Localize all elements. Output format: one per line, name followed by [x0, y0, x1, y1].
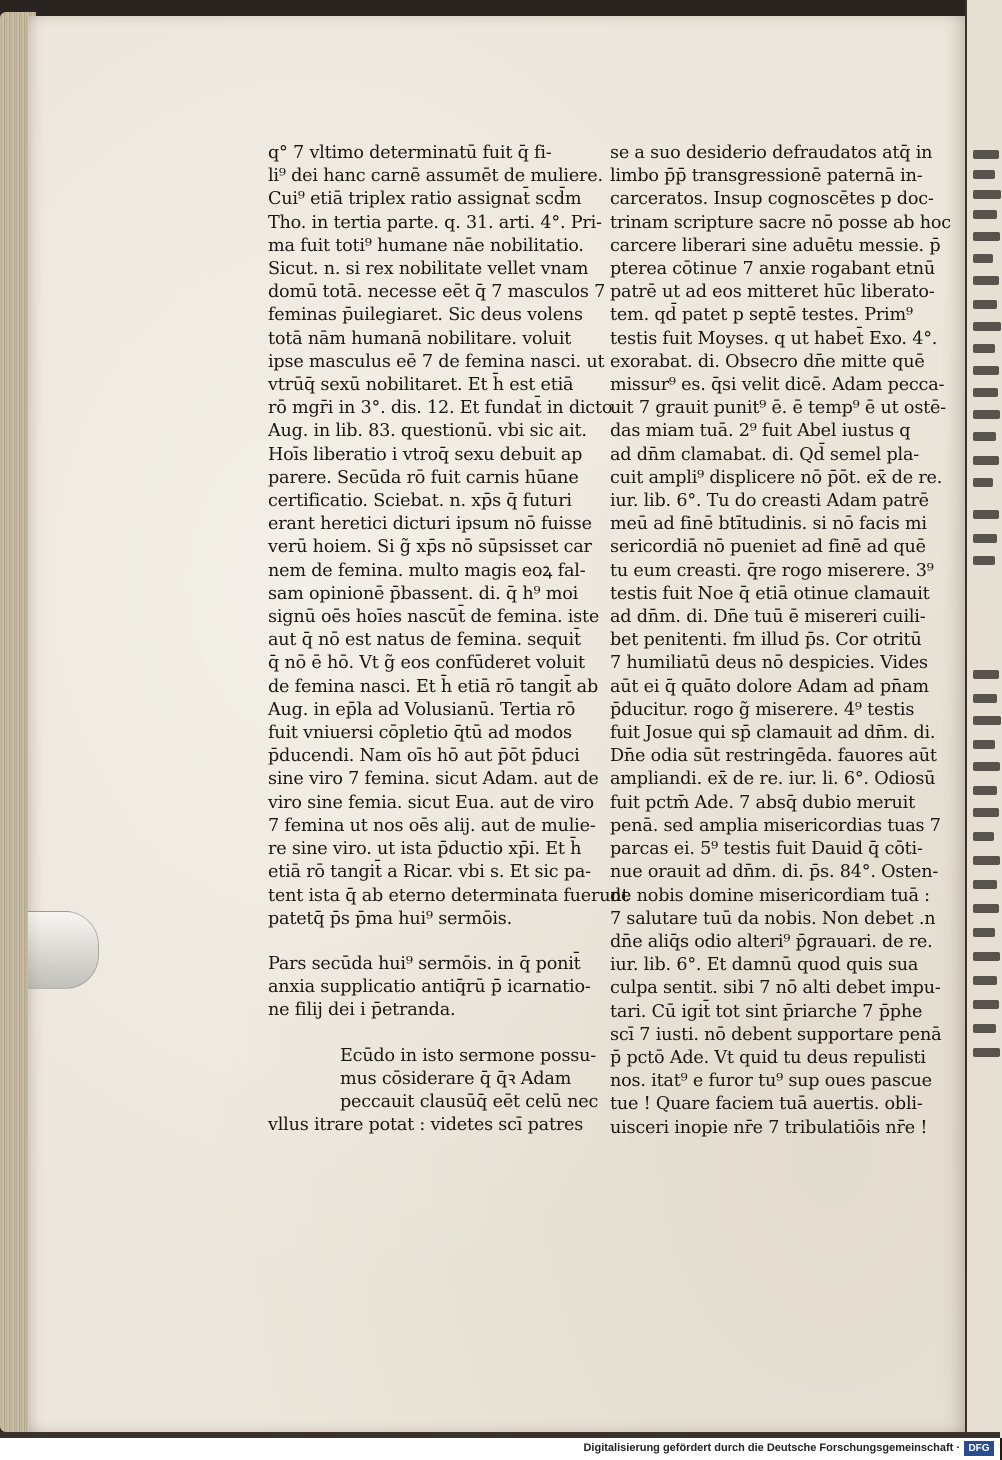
text-line: trinam scripture sacre nō posse ab hoc [610, 212, 951, 233]
text-line: culpa sentit. sibi 7 nō alti debet impu- [610, 978, 941, 999]
text-line: Aug. in lib. 83. questionū. vbi sic ait. [268, 421, 587, 442]
text-line: vtrūq̄ sexū nobilitaret. Et h̄ est etiā [268, 375, 574, 396]
left-text-column [268, 142, 629, 1137]
text-line: erant heretici dicturi ipsum nō fuisse [268, 514, 592, 535]
text-line: anxia supplicatio antiq̄rū p̄ icarnatio- [268, 977, 591, 998]
text-line: Cui⁹ etiā triplex ratio assignat̄ scd̄m [268, 189, 582, 210]
text-line: ad dn̄m clamabat. di. Qd̄ semel pla- [610, 444, 919, 465]
text-line: iur. lib. 6°. Tu do creasti Adam patrē [610, 491, 929, 512]
text-line: ma fuit toti⁹ humane nāe nobilitatio. [268, 235, 584, 256]
text-line: etiā rō tangit̄ a Ricar. vbi s. Et sic pa- [268, 862, 591, 883]
paragraph-gap [268, 931, 568, 953]
text-line: parere. Secūda rō fuit carnis hūane [268, 467, 579, 488]
text-line: mus cōsiderare q̄ q̄ꝛ Adam [340, 1068, 572, 1089]
text-line: tent ista q̄ ab eterno determinata fuerunt [268, 885, 629, 906]
text-line: Sicut. n. si rex nobilitate vellet vnam [268, 259, 589, 280]
text-line: Dn̄e odia sūt restringēda. fauores aūt [610, 746, 937, 767]
text-line: 7 humiliatū deus nō despicies. Vides [610, 653, 928, 674]
text-line: de nobis domine misericordiam tuā : [610, 885, 930, 906]
text-line: rō mgr̄i in 3°. dis. 12. Et fundat̄ in dicto [268, 398, 613, 419]
text-line: exorabat. di. Obsecro dn̄e mitte quē [610, 351, 925, 372]
text-line: peccauit clausūq̄ eēt celū nec [340, 1091, 599, 1112]
text-line: bet penitenti. fm illud p̄s. Cor otritū [610, 630, 922, 651]
text-line: re sine viro. ut ista p̄ductio xp̄i. Et h̄ [268, 839, 582, 860]
text-line: 7 femina ut nos oēs alij. aut de mulie- [268, 815, 596, 836]
text-line: ampliandi. ex̄ de re. iur. li. 6°. Odiosū [610, 769, 936, 790]
text-line: penā. sed amplia misericordias tuas 7 [610, 815, 941, 836]
paragraph-gap [268, 1023, 568, 1045]
text-line: sam opinionē p̄bassent. di. q̄ h⁹ moi [268, 583, 579, 604]
text-line: scī 7 iusti. nō debent supportare penā [610, 1024, 942, 1045]
text-line: p̄ducitur. rogo g̃ miserere. 4⁹ testis [610, 699, 915, 720]
text-line: carcere liberari sine aduētu messie. p̄ [610, 235, 941, 256]
text-line: feminas p̄uilegiaret. Sic deus volens [268, 305, 583, 326]
text-line: totā nām humanā nobilitare. voluit [268, 328, 572, 349]
text-line: pterea cōtinue 7 anxie rogabant etnū [610, 259, 936, 280]
text-line: p̄ducendi. Nam oīs hō aut p̄ōt p̄duci [268, 746, 580, 767]
text-line: Pars secūda hui⁹ sermōis. in q̄ ponit̄ [268, 953, 581, 974]
text-line: sericordiā nō pueniet ad finē ad quē [610, 537, 926, 558]
text-line: se a suo desiderio defraudatos atq̄ in [610, 143, 933, 163]
text-line: tari. Cū igit̄ tot sint p̄riarche 7 p̄phe [610, 1001, 923, 1022]
text-line: patrē ut ad eos mitteret hūc liberato- [610, 282, 935, 303]
text-line: nue orauit ad dn̄m. di. p̄s. 84°. Osten- [610, 862, 939, 883]
page-clip-icon [28, 911, 99, 989]
text-line: uit 7 grauit punit⁹ ē. ē temp⁹ ē ut ostē- [610, 398, 946, 419]
text-line: das miam tuā. 2⁹ fuit Abel iustus q [610, 421, 911, 442]
text-line: Aug. in ep̄la ad Volusianū. Tertia rō [268, 699, 576, 720]
text-line: domū totā. necesse eēt q̄ 7 masculos 7 [268, 282, 606, 303]
text-line: q̄ nō ē hō. Vt g̃ eos confūderet voluit [268, 653, 585, 674]
text-line: signū oēs hoīes nascūt̄ de femina. iste [268, 607, 600, 628]
next-page-edge [965, 0, 1002, 1438]
text-line: cuit ampli⁹ displicere nō p̄ōt. ex̄ de re. [610, 467, 943, 488]
text-line: q° 7 vltimo determinatū fuit q̄ fi- [268, 143, 552, 163]
text-line: Hoīs liberatio i vtroq̄ sexu debuit ap [268, 444, 583, 465]
text-line: tem. qd̄ patet p septē testes. Prim⁹ [610, 305, 913, 326]
text-line: aūt ei q̄ quāto dolore Adam ad pn̄am [610, 676, 929, 697]
text-line: nem de femina. multo magis eoꝝ fal- [268, 560, 586, 581]
text-line: ne filij dei i p̄etranda. [268, 1000, 456, 1021]
text-line: sine viro 7 femina. sicut Adam. aut de [268, 769, 599, 790]
text-line: meū ad finē btītudinis. si nō facis mi [610, 514, 927, 535]
text-line: dn̄e aliq̄s odio alteri⁹ p̄grauari. de re. [610, 931, 933, 952]
text-line: aut q̄ nō est natus de femina. sequit̄ [268, 630, 581, 651]
text-line: Ecūdo in isto sermone possu- [340, 1045, 596, 1066]
text-line: iur. lib. 6°. Et damnū quod quis sua [610, 955, 919, 976]
text-line: nos. itat⁹ e furor tu⁹ sup oues pascue [610, 1071, 932, 1092]
text-line: patetq̄ p̄s p̄ma hui⁹ sermōis. [268, 908, 512, 929]
text-line: fuit pctm̄ Ade. 7 absq̄ dubio meruit [610, 792, 915, 813]
text-line: fuit Josue qui sp̄ clamauit ad dn̄m. di. [610, 723, 936, 744]
text-line: verū hoiem. Si g̃ xp̄s nō sūpsisset car [268, 537, 592, 558]
text-line: certificatio. Sciebat. n. xp̄s q̄ futuri [268, 491, 572, 512]
text-line: vllus itrare potat : videtes scī patres [268, 1115, 584, 1136]
text-line: uisceri inopie nr̄e 7 tribulatiōis nr̄e ! [610, 1117, 928, 1138]
footer-credit: Digitalisierung gefördert durch die Deutsche Forschungsgemeinschaft · [583, 1442, 960, 1454]
text-line: de femina nasci. Et h̄ etiā rō tangit̄ ab [268, 676, 599, 697]
text-line: fuit vniuersi cōpletio q̄tū ad modos [268, 723, 572, 744]
dfg-logo: DFG [964, 1441, 994, 1456]
text-line: tue ! Quare faciem tuā auertis. obli- [610, 1094, 923, 1115]
footer-bar [0, 1438, 1000, 1460]
text-line: li⁹ dei hanc carnē assumēt de muliere. [268, 166, 603, 187]
text-line: viro sine femia. sicut Eua. aut de viro [268, 792, 594, 813]
text-line: limbo p̄p̄ transgressionē paternā in- [610, 166, 923, 187]
text-line: tu eum creasti. q̄re rogo miserere. 3⁹ [610, 560, 934, 581]
text-line: ad dn̄m. di. Dn̄e tuū ē misereri cuili- [610, 607, 926, 628]
text-line: carceratos. Insup cognoscētes p doc- [610, 189, 934, 210]
text-line: 7 salutare tuū da nobis. Non debet .n [610, 908, 936, 929]
text-line: ipse masculus eē 7 de femina nasci. ut [268, 351, 605, 372]
text-line: p̄ pctō Ade. Vt quid tu deus repulisti [610, 1047, 926, 1068]
text-line: Tho. in tertia parte. q. 31. arti. 4°. Pri- [268, 212, 602, 233]
right-text-column [610, 142, 951, 1140]
text-line: testis fuit Noe q̄ etiā otinue clamauit [610, 583, 930, 604]
text-line: testis fuit Moyses. q ut habet̄ Exo. 4°. [610, 328, 938, 349]
text-line: parcas ei. 5⁹ testis fuit Dauid q̄ cōti- [610, 839, 923, 860]
text-line: missur⁹ es. q̄si velit dicē. Adam pecca- [610, 375, 945, 396]
